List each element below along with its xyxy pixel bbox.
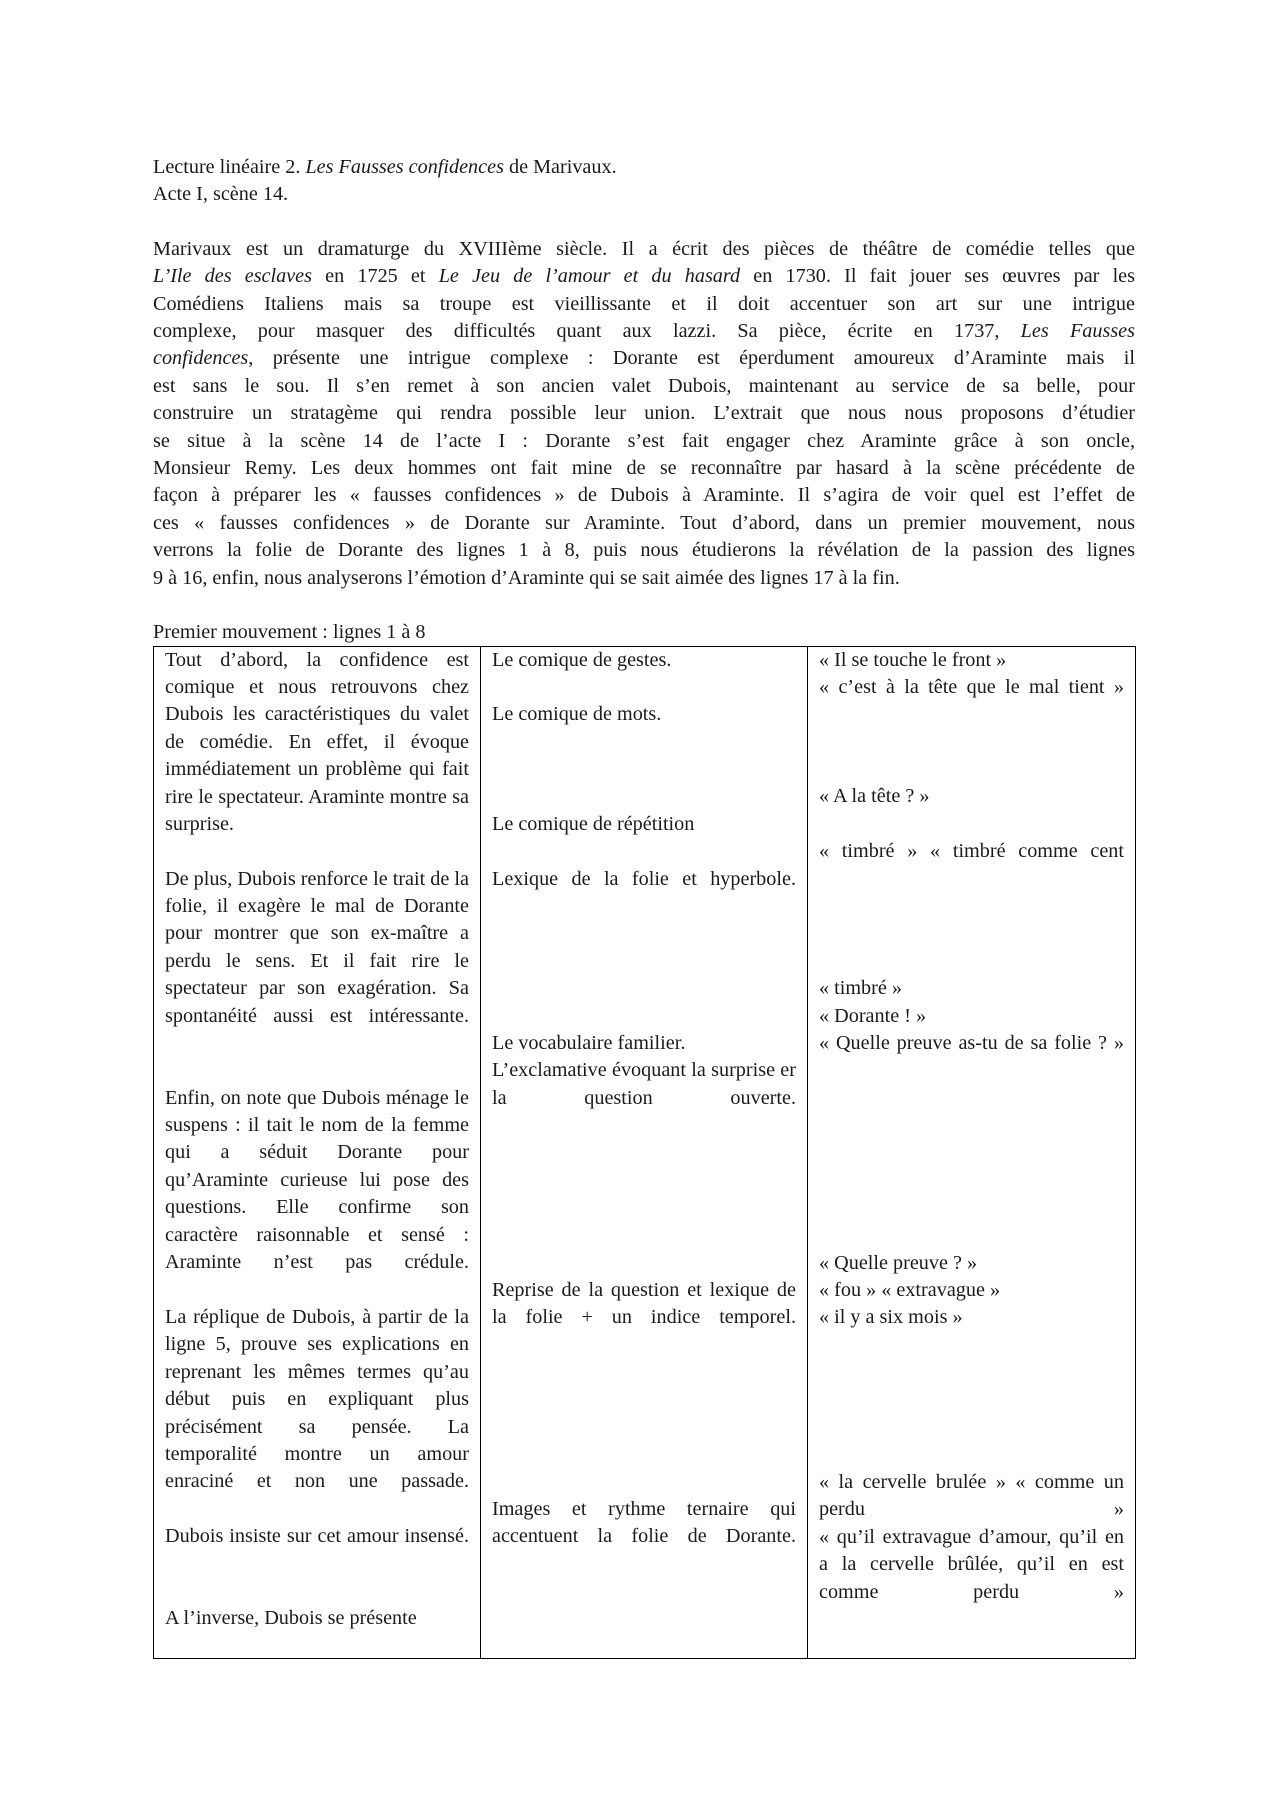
procede-item: Images et rythme ternaire qui accentuent la folie de Dorante. — [492, 1498, 796, 1548]
intro-line: confidences, présente une intrigue complexe : Dorante est éperdument amoureux d’Araminte mais il — [153, 347, 1135, 370]
analysis-paragraph: Dubois insiste sur cet amour insensé. — [165, 1524, 469, 1547]
intro-line: construire un stratagème qui rendra possible leur union. L’extrait que nous nous proposons d’étudier — [153, 402, 1135, 425]
intro-line: se situe à la scène 14 de l’acte I : Dorante s’est fait engager chez Araminte grâce à son oncle, — [153, 429, 1135, 452]
intro-line: Marivaux est un dramaturge du XVIIIème siècle. Il a écrit des pièces de théâtre de comédie telles que — [153, 237, 1135, 260]
document-heading — [153, 154, 1135, 209]
analysis-paragraph: De plus, Dubois renforce le trait de la folie, il exagère le mal de Dorante pour montrer que son ex-maître a perdu le sens. Et il fait rire le spectateur par son exagération. Sa spontanéité aussi est intéressante. — [165, 867, 469, 1027]
procede-item: Lexique de la folie et hyperbole. — [492, 867, 796, 890]
document-page — [153, 154, 1135, 1659]
analysis-table — [153, 646, 1136, 1659]
intro-line: est sans le sou. Il s’en remet à son ancien valet Dubois, maintenant au service de sa belle, pour — [153, 374, 1135, 397]
citation-item: « timbré » — [819, 977, 902, 1000]
analysis-column — [154, 646, 481, 1658]
procede-item: Le comique de gestes. — [492, 648, 672, 671]
analysis-paragraph: Tout d’abord, la confidence est comique et nous retrouvons chez Dubois les caractéristiques du valet de comédie. En effet, il évoque immédiatement un problème qui fait rire le spectateur. Araminte montre sa surprise. — [165, 648, 469, 835]
procede-item: Le comique de mots. — [492, 703, 662, 726]
procede-item: Le comique de répétition — [492, 812, 695, 835]
intro-line: façon à préparer les « fausses confidences » de Dubois à Araminte. Il s’agira de voir quel est l’effet de — [153, 484, 1135, 507]
intro-line: 9 à 16, enfin, nous analyserons l’émotion d’Araminte qui se sait aimée des lignes 17 à la fin. — [153, 566, 900, 589]
analysis-paragraph: Enfin, on note que Dubois ménage le suspens : il tait le nom de la femme qui a séduit Dorante pour qu’Araminte curieuse lui pose des questions. Elle confirme son caractère raisonnable et sensé : Araminte n’est pas crédule. — [165, 1086, 469, 1273]
citation-item: « la cervelle brulée » « comme un perdu » — [819, 1470, 1124, 1521]
intro-line: ces « fausses confidences » de Dorante sur Araminte. Tout d’abord, dans un premier mouvement, nous — [153, 511, 1135, 534]
citation-item: « Quelle preuve as-tu de sa folie ? » — [819, 1032, 1124, 1055]
heading-line-2: Acte I, scène 14. — [153, 183, 289, 206]
table-row — [154, 646, 1136, 1658]
play-title: Les Fausses confidences — [305, 156, 504, 178]
heading-line-1: Lecture linéaire 2. Les Fausses confidences de Marivaux. — [153, 156, 617, 178]
citation-item: « Quelle preuve ? » — [819, 1251, 978, 1274]
intro-line: L’Ile des esclaves en 1725 et Le Jeu de l’amour et du hasard en 1730. Il fait jouer ses œuvres par les — [153, 265, 1135, 288]
procede-item: L’exclamative évoquant la surprise er la question ouverte. — [492, 1059, 796, 1109]
intro-line: complexe, pour masquer des difficultés quant aux lazzi. Sa pièce, écrite en 1737, Les Fausses — [153, 320, 1136, 343]
intro-line: Monsieur Remy. Les deux hommes ont fait mine de se reconnaître par hasard à la scène précédente de — [153, 457, 1135, 480]
procede-item: Reprise de la question et lexique de la folie + un indice temporel. — [492, 1278, 796, 1329]
citation-item: « c’est à la tête que le mal tient » — [819, 675, 1124, 698]
procede-item: Le vocabulaire familier. — [492, 1031, 686, 1054]
analysis-paragraph: La réplique de Dubois, à partir de la ligne 5, prouve ses explications en reprenant les mêmes termes qu’au début puis en expliquant plus précisément sa pensée. La temporalité montre un amour enraciné et non une passade. — [165, 1305, 469, 1493]
citation-item: « fou » « extravague » — [819, 1278, 1001, 1301]
citation-item: « A la tête ? » — [819, 785, 930, 808]
citation-item: « timbré » « timbré comme cent — [819, 840, 1124, 863]
procede-column — [481, 646, 808, 1658]
citation-item: « Dorante ! » — [819, 1004, 927, 1027]
intro-line: Comédiens Italiens mais sa troupe est vieillissante et il doit accentuer son art sur une intrigue — [153, 292, 1135, 315]
intro-line: verrons la folie de Dorante des lignes 1 à 8, puis nous étudierons la révélation de la passion des lignes — [153, 539, 1135, 562]
citation-item: « qu’il extravague d’amour, qu’il en a la cervelle brûlée, qu’il en est comme perdu » — [819, 1525, 1124, 1603]
intro-paragraph — [153, 236, 1135, 592]
analysis-paragraph: A l’inverse, Dubois se présente — [165, 1607, 417, 1630]
citation-item: « il y a six mois » — [819, 1306, 963, 1329]
section-title: Premier mouvement : lignes 1 à 8 — [153, 621, 426, 644]
citation-item: « Il se touche le front » — [819, 648, 1007, 671]
citation-column — [808, 646, 1136, 1658]
